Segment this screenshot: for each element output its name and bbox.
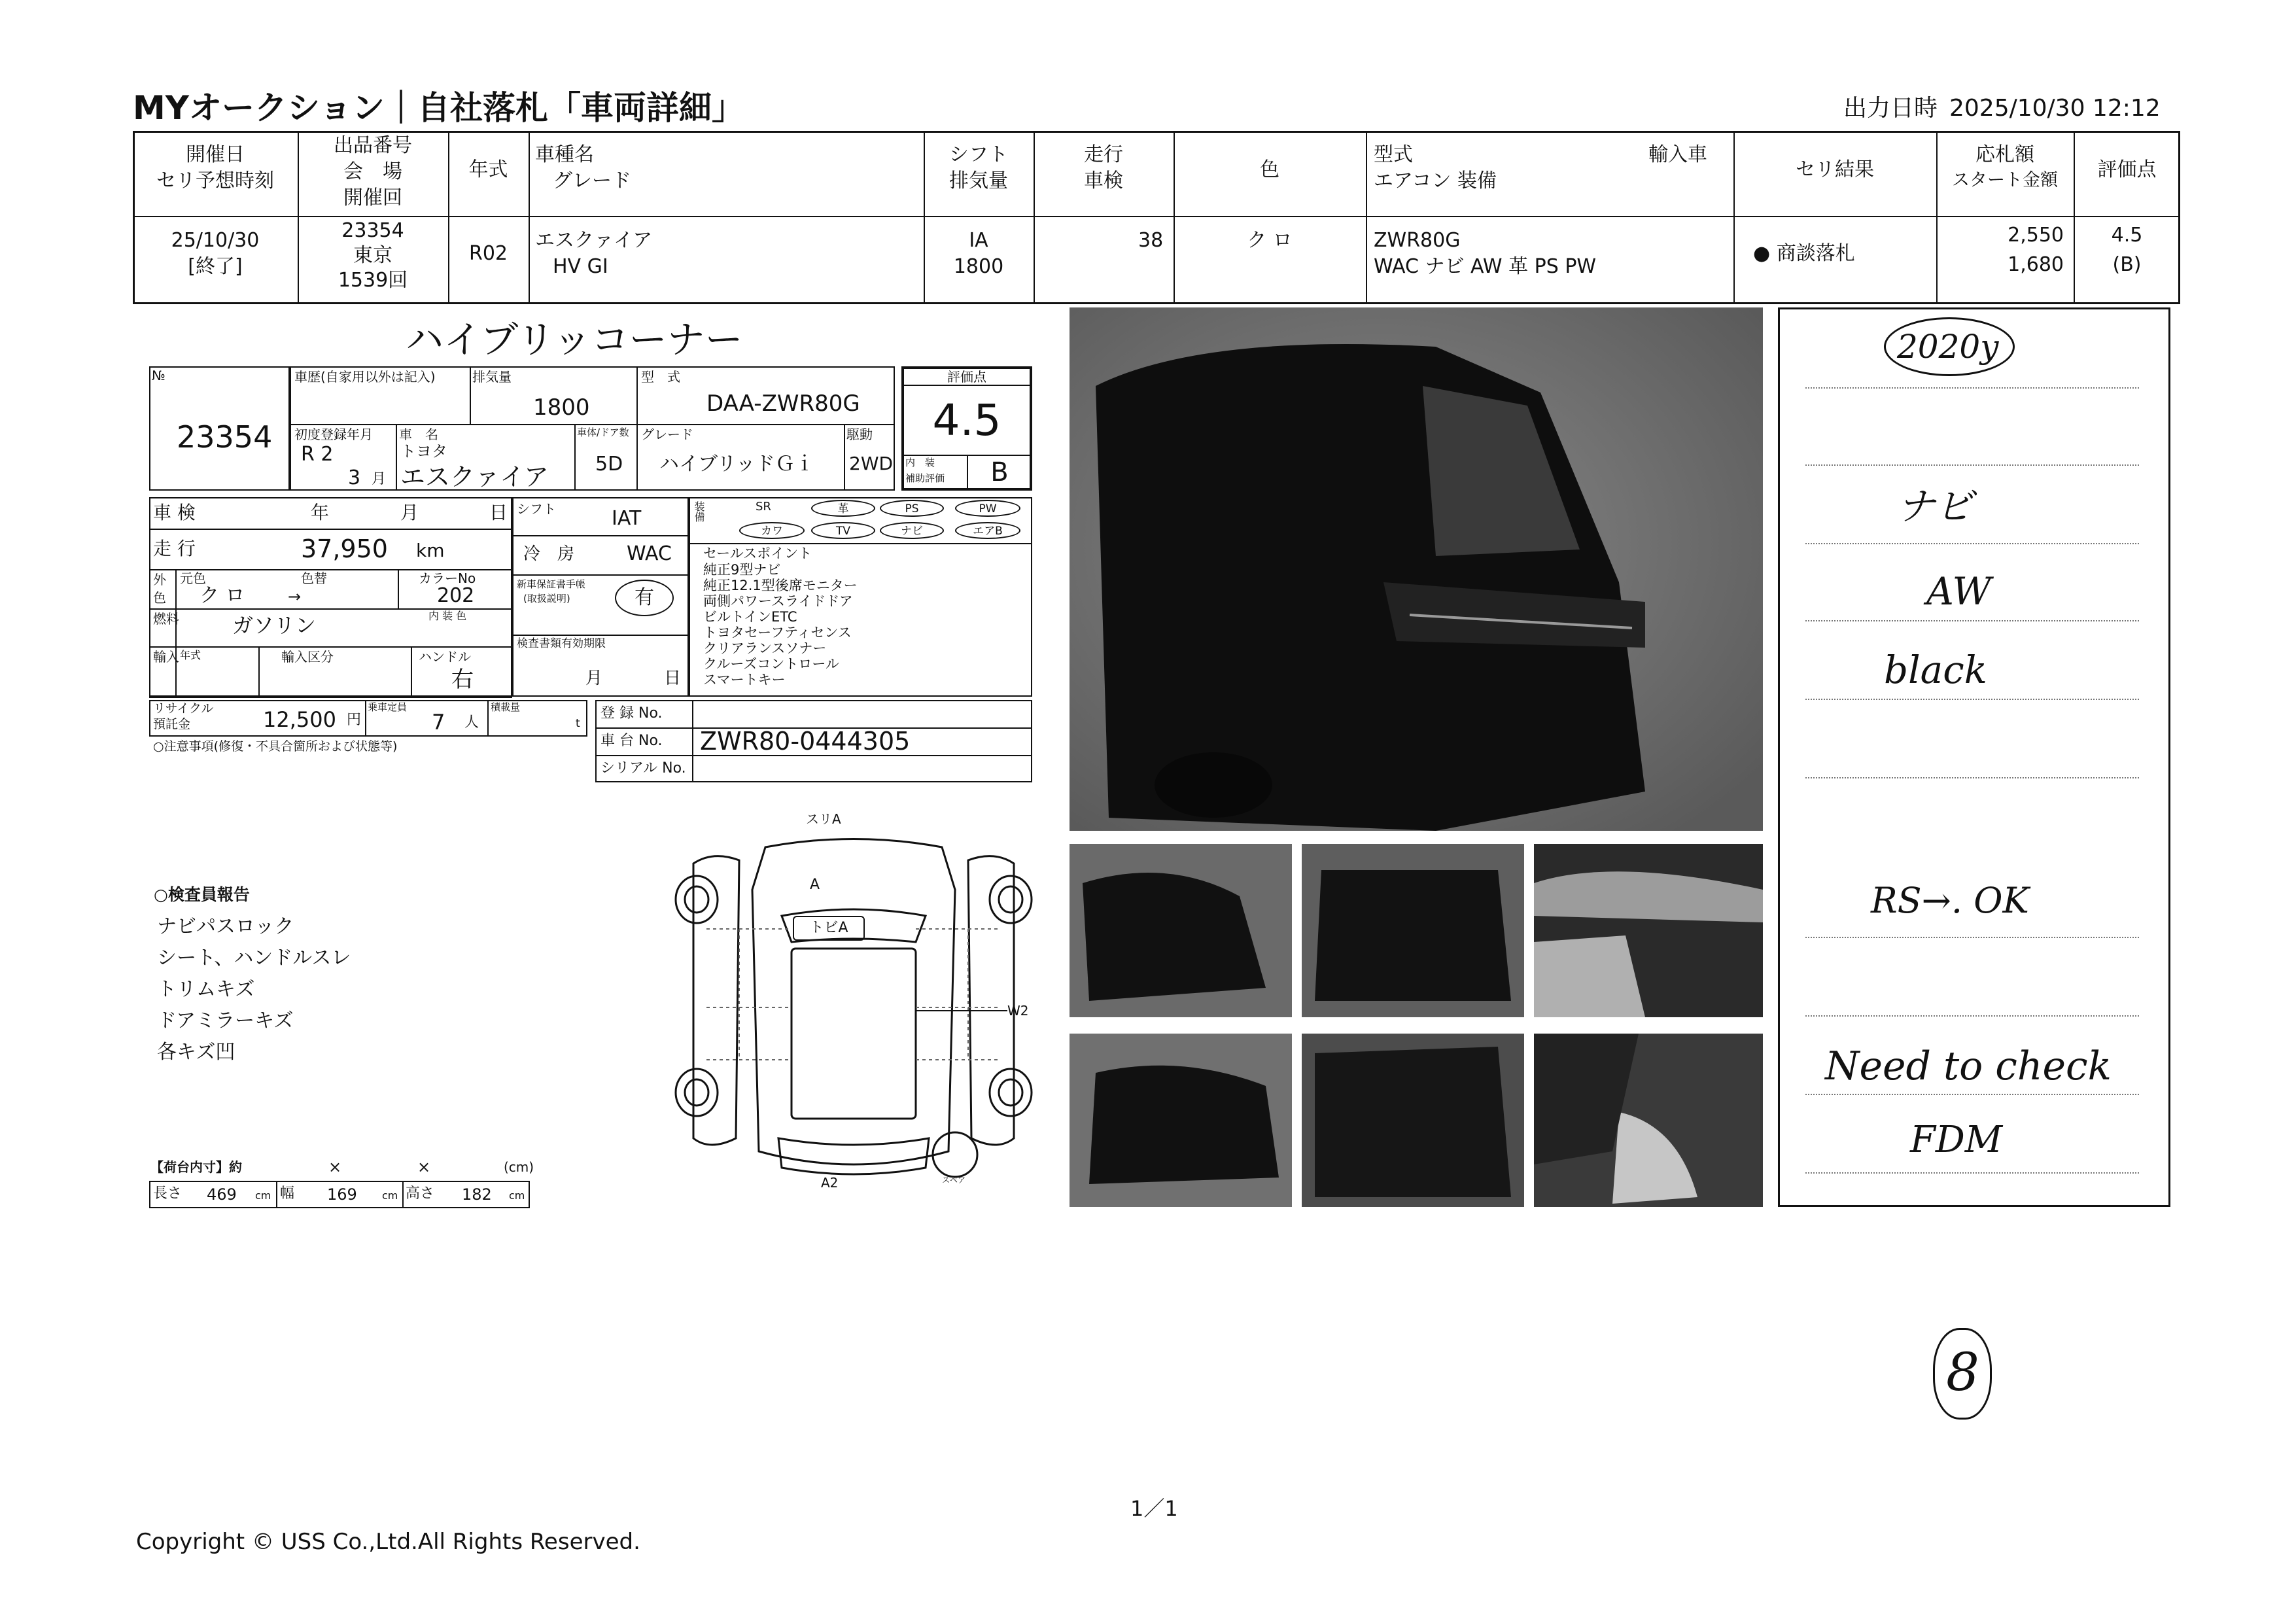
equip-ps: PS	[880, 500, 944, 517]
recycle-label: リサイクル	[153, 701, 214, 716]
reg-no-label: 登 録 No.	[600, 705, 663, 722]
import-label2: 年式	[180, 649, 201, 661]
equipment-title: 装備	[693, 501, 705, 522]
output-datetime: 2025/10/30 12:12	[1949, 95, 2161, 122]
chassis: ZWR80-0444305	[700, 727, 911, 756]
hand-navi: ナビ	[1897, 484, 1974, 529]
hand-need1: Need to check	[1825, 1043, 2112, 1089]
row-grade: HV GI	[553, 255, 608, 278]
page-number: 1／1	[1130, 1496, 1178, 1521]
row-result: ● 商談落札	[1753, 242, 1855, 265]
row-type: ZWR80G	[1374, 229, 1461, 252]
fuel-label: 燃料	[153, 611, 179, 627]
equip-navi: ナビ	[880, 522, 944, 539]
equip-kawa: カワ	[739, 522, 805, 539]
row-venue: 東京	[353, 244, 392, 267]
year-label: 年	[311, 502, 330, 523]
row-equipment: WAC ナビ AW 革 PS PW	[1374, 255, 1597, 278]
row-bid: 2,550	[2008, 224, 2064, 247]
reg-label: 初度登録年月	[294, 427, 373, 442]
inspector-title: ○検査員報告	[154, 885, 250, 904]
car-damage-diagram	[667, 811, 1040, 1204]
chassis-label: 車 台 No.	[600, 733, 663, 749]
recycle: 12,500	[263, 707, 336, 732]
page-title: MYオークション｜自社落札「車両詳細」	[133, 89, 744, 127]
width-unit: cm	[382, 1189, 398, 1202]
disp-label: 排気量	[472, 369, 512, 385]
import-class-label: 輸入区分	[281, 649, 334, 665]
drive: 2WD	[849, 453, 894, 474]
row-mileage: 38	[1138, 229, 1164, 252]
import-label: 輸入	[153, 649, 179, 665]
interior-photo-2	[1534, 1034, 1763, 1207]
cargo-x1: ×	[328, 1158, 342, 1176]
equip-leather: 革	[811, 500, 875, 517]
inspector-item: トリムキズ	[157, 978, 255, 1001]
diagram-spare-label: スペア	[942, 1176, 966, 1185]
hdr-bid: 応札額	[1975, 143, 2034, 166]
selling-point: トヨタセーフティセンス	[703, 625, 852, 640]
fuel: ガソリン	[232, 613, 317, 638]
doors-label: 車体/ドア数	[577, 427, 629, 438]
row-start: 1,680	[2008, 253, 2064, 276]
hdr-year: 年式	[468, 158, 508, 181]
notes-label: ○注意事項(修復・不具合箇所および状態等)	[153, 739, 398, 754]
reg-month-unit: 月	[372, 471, 387, 487]
handle-label: ハンドル	[419, 649, 471, 665]
person: 人	[464, 714, 479, 731]
lot-label: №	[152, 368, 165, 383]
car-photo-4	[1070, 1034, 1292, 1207]
cargo-unit: (cm)	[504, 1159, 534, 1175]
payload-unit: t	[576, 717, 580, 730]
reg-month: 3	[348, 466, 361, 489]
height-unit: cm	[509, 1189, 525, 1202]
row-date: 25/10/30	[171, 229, 260, 252]
length-unit: cm	[255, 1189, 271, 1202]
diagram-hood-label: トビA	[809, 920, 848, 936]
color-label-color: 色	[153, 590, 166, 606]
hdr-lot: 出品番号	[334, 134, 412, 157]
hand-need2: FDM	[1910, 1119, 2003, 1161]
hdr-date2: セリ予想時刻	[156, 169, 274, 192]
day-label: 日	[489, 502, 508, 523]
hand-rs: RS→. OK	[1871, 880, 2029, 921]
selling-point: クリアランスソナー	[703, 640, 827, 656]
hdr-type: 型式	[1374, 143, 1413, 166]
sheet-displacement: 1800	[533, 394, 590, 421]
car-photo-5	[1302, 1034, 1524, 1207]
selling-point: 両側パワースライドドア	[703, 593, 853, 609]
repaint-label: 色替	[301, 570, 327, 586]
hand-black: black	[1884, 648, 1987, 692]
hdr-date: 開催日	[186, 143, 245, 166]
sheet-mileage: 37,950	[301, 534, 388, 563]
row-displacement: 1800	[953, 255, 1004, 278]
hdr-color: 色	[1260, 158, 1279, 181]
length: 469	[207, 1185, 237, 1204]
payload-label: 積載量	[491, 701, 521, 713]
grade-label: グレード	[641, 427, 693, 442]
diagram-top-label: スリA	[806, 811, 841, 827]
equip-pw: PW	[955, 500, 1020, 517]
color-no: 202	[437, 584, 475, 607]
selling-points-title: セールスポイント	[703, 546, 812, 561]
shift-label: シフト	[517, 501, 556, 517]
hdr-venue: 会 場	[343, 160, 402, 183]
inspector-item: ドアミラーキズ	[157, 1009, 294, 1032]
length-label: 長さ	[153, 1185, 183, 1202]
row-score-grade: (B)	[2112, 253, 2142, 276]
hand-mark: 8	[1946, 1342, 1979, 1403]
capacity-label: 乗車定員	[368, 701, 408, 713]
row-lot: 23354	[341, 219, 404, 242]
valid-month: 月	[585, 669, 603, 688]
selling-point: スマートキー	[703, 672, 786, 688]
row-year: R02	[468, 242, 508, 265]
sheet-score: 4.5	[932, 395, 1001, 445]
km-unit: km	[416, 540, 445, 561]
int-score: B	[990, 457, 1009, 487]
width: 169	[327, 1185, 357, 1204]
yen: 円	[347, 712, 362, 728]
inspection-label: 車 検	[153, 502, 196, 523]
row-color: ク ロ	[1247, 229, 1293, 252]
hdr-result: セリ結果	[1796, 158, 1874, 181]
type-label: 型 式	[641, 369, 680, 385]
diagram-a-label: A	[810, 877, 820, 893]
row-shift: IA	[969, 229, 988, 252]
score-label: 評価点	[947, 369, 986, 385]
mileage-label: 走 行	[153, 538, 196, 559]
ac: WAC	[627, 542, 672, 565]
int-label: 内 装	[905, 457, 935, 468]
serial-label: シリアル No.	[600, 760, 686, 777]
sheet-lot: 23354	[177, 419, 273, 455]
inspector-item: シート、ハンドルスレ	[157, 947, 351, 969]
capacity: 7	[432, 710, 445, 735]
color-no-label: カラーNo	[419, 570, 476, 586]
sheet-shift: IAT	[612, 507, 642, 530]
car-photo-2	[1070, 844, 1292, 1017]
manual-oval: 有	[615, 580, 674, 616]
manual-label: 新車保証書手帳	[517, 578, 586, 590]
hdr-inspection: 車検	[1084, 169, 1123, 192]
output-label: 出力日時	[1843, 95, 1938, 122]
int-label2: 補助評価	[905, 472, 945, 484]
reg-era: R 2	[301, 443, 334, 466]
width-label: 幅	[280, 1185, 295, 1202]
height-label: 高さ	[406, 1185, 435, 1202]
manual-label2: (取扱説明)	[523, 593, 570, 604]
valid-day: 日	[664, 669, 682, 688]
hdr-mileage: 走行	[1084, 143, 1123, 166]
car-main-photo	[1070, 307, 1763, 831]
drive-label: 駆動	[846, 427, 873, 442]
row-score: 4.5	[2111, 224, 2143, 247]
hdr-import: 輸入車	[1648, 143, 1707, 166]
maker-label: 車 名	[399, 427, 438, 442]
ac-label: 冷 房	[523, 544, 575, 564]
cargo-title: 【荷台内寸】約	[150, 1159, 242, 1175]
color-arrow: →	[288, 587, 302, 606]
hdr-start: スタート金額	[1952, 170, 2058, 190]
sheet-color: ク ロ	[200, 584, 245, 607]
hdr-shift: シフト	[949, 143, 1008, 166]
cargo-x2: ×	[417, 1158, 431, 1176]
equip-sr: SR	[756, 500, 771, 514]
car-name: エスクァイア	[400, 462, 549, 491]
hand-year: 2020y	[1897, 328, 1999, 366]
copyright: Copyright © USS Co.,Ltd.All Rights Reserved.	[136, 1529, 640, 1555]
maker: トヨタ	[400, 442, 447, 461]
color-label-outer: 外	[153, 572, 166, 587]
hdr-score: 評価点	[2097, 158, 2157, 181]
recycle-label2: 預託金	[153, 717, 191, 731]
selling-point: 純正9型ナビ	[703, 562, 781, 578]
car-photo-3	[1302, 844, 1524, 1017]
hdr-displacement: 排気量	[949, 169, 1008, 192]
interior-photo-1	[1534, 844, 1763, 1017]
month-label: 月	[400, 502, 419, 523]
hdr-model: 車種名	[535, 143, 594, 166]
hdr-grade: グレード	[553, 169, 631, 192]
hdr-equipment: エアコン 装備	[1374, 169, 1497, 192]
inspector-item: ナビパスロック	[157, 915, 294, 938]
selling-point: 純正12.1型後席モニター	[703, 578, 858, 593]
selling-point: クルーズコントロール	[703, 656, 839, 672]
handle: 右	[451, 667, 474, 693]
diagram-bottom-label: A2	[821, 1175, 839, 1191]
history-label: 車歴(自家用以外は記入)	[294, 369, 436, 385]
orig-color-label: 元色	[180, 570, 206, 586]
sheet-grade: ハイブリッドＧｉ	[659, 453, 814, 476]
selling-point: ビルトインETC	[703, 609, 797, 625]
equip-airbag: エアB	[955, 522, 1020, 539]
height: 182	[462, 1185, 492, 1204]
row-session: 1539回	[338, 269, 408, 292]
hand-aw: AW	[1926, 569, 1992, 614]
doors: 5D	[595, 453, 623, 476]
valid-label: 検査書類有効期限	[517, 637, 606, 650]
interior-color-label: 内 装 色	[428, 610, 467, 622]
row-status: [終了]	[188, 255, 243, 278]
equip-tv: TV	[811, 522, 875, 539]
sheet-type: DAA-ZWR80G	[706, 391, 860, 417]
inspector-item: 各キズ凹	[157, 1041, 235, 1064]
row-model: エスクァイア	[535, 229, 653, 252]
diagram-w2-label: W2	[1007, 1003, 1029, 1019]
hdr-session: 開催回	[343, 186, 402, 209]
corner-title: ハイブリッコーナー	[406, 317, 743, 362]
